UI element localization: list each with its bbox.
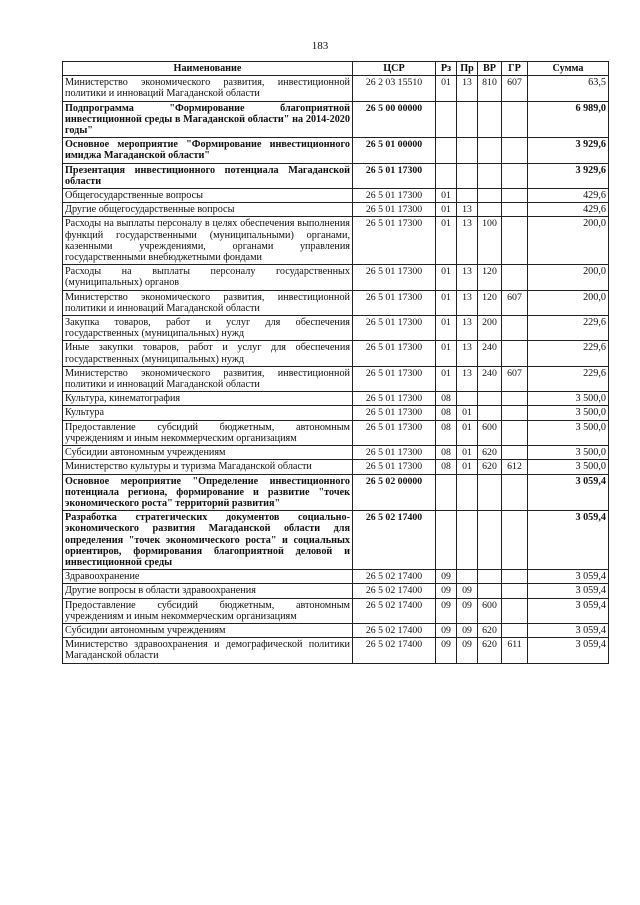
cell-pr (457, 163, 478, 188)
table-header-row (63, 62, 609, 76)
cell-gr: 607 (502, 290, 528, 315)
cell-csr: 26 5 01 17300 (353, 290, 436, 315)
cell-rz: 01 (436, 76, 457, 101)
cell-rz: 01 (436, 189, 457, 203)
cell-name: Разработка стратегических документов социально-экономического развития Магаданской области для определения "точек экономического роста" и социальных ориентиров, формирования благоприятной деловой и инвестиционной среды (63, 511, 353, 570)
cell-name: Основное мероприятие "Определение инвестиционного потенциала региона, формирование и развитие "точек экономического роста" территорий развития" (63, 474, 353, 511)
cell-pr (457, 474, 478, 511)
cell-sum: 229,6 (528, 316, 609, 341)
cell-csr: 26 5 01 17300 (353, 265, 436, 290)
table-row (63, 474, 609, 511)
cell-csr: 26 5 01 17300 (353, 341, 436, 366)
cell-vr (478, 511, 502, 570)
table-row (63, 290, 609, 315)
cell-sum: 63,5 (528, 76, 609, 101)
table-body (63, 76, 609, 663)
cell-rz (436, 163, 457, 188)
table-row (63, 570, 609, 584)
cell-sum: 3 059,4 (528, 623, 609, 637)
cell-sum: 3 059,4 (528, 584, 609, 598)
cell-pr: 13 (457, 341, 478, 366)
cell-vr (478, 584, 502, 598)
cell-gr (502, 265, 528, 290)
cell-vr (478, 570, 502, 584)
table-row (63, 511, 609, 570)
cell-name: Субсидии автономным учреждениям (63, 446, 353, 460)
cell-sum: 200,0 (528, 290, 609, 315)
cell-gr (502, 203, 528, 217)
cell-name: Культура, кинематография (63, 392, 353, 406)
cell-rz: 01 (436, 203, 457, 217)
cell-rz: 01 (436, 217, 457, 265)
cell-name: Министерство экономического развития, инвестиционной политики и инноваций Магаданской области (63, 290, 353, 315)
cell-rz: 01 (436, 341, 457, 366)
header-pr: Пр (457, 62, 478, 76)
cell-pr: 13 (457, 265, 478, 290)
table-row (63, 189, 609, 203)
table-row (63, 265, 609, 290)
cell-vr: 200 (478, 316, 502, 341)
cell-gr (502, 163, 528, 188)
cell-csr: 26 5 02 17400 (353, 623, 436, 637)
cell-pr: 09 (457, 598, 478, 623)
cell-sum: 229,6 (528, 366, 609, 391)
table-row (63, 460, 609, 474)
cell-sum: 229,6 (528, 341, 609, 366)
table-row (63, 341, 609, 366)
cell-rz (436, 511, 457, 570)
cell-gr (502, 392, 528, 406)
cell-pr (457, 570, 478, 584)
cell-csr: 26 5 00 00000 (353, 101, 436, 138)
table-row (63, 623, 609, 637)
header-sum: Сумма (528, 62, 609, 76)
cell-gr (502, 101, 528, 138)
cell-vr: 600 (478, 598, 502, 623)
cell-rz: 01 (436, 316, 457, 341)
cell-pr: 13 (457, 290, 478, 315)
cell-vr (478, 474, 502, 511)
cell-sum: 429,6 (528, 203, 609, 217)
cell-rz: 09 (436, 584, 457, 598)
cell-rz: 08 (436, 446, 457, 460)
cell-sum: 3 059,4 (528, 598, 609, 623)
cell-gr (502, 511, 528, 570)
table-row (63, 598, 609, 623)
cell-vr (478, 203, 502, 217)
cell-sum: 3 500,0 (528, 460, 609, 474)
table-row (63, 217, 609, 265)
table-row (63, 406, 609, 420)
cell-vr: 620 (478, 460, 502, 474)
cell-name: Расходы на выплаты персоналу государственных (муниципальных) органов (63, 265, 353, 290)
cell-gr (502, 341, 528, 366)
cell-csr: 26 5 02 17400 (353, 638, 436, 663)
cell-rz: 01 (436, 265, 457, 290)
table-row (63, 203, 609, 217)
cell-vr: 810 (478, 76, 502, 101)
cell-gr (502, 189, 528, 203)
cell-gr (502, 138, 528, 163)
cell-pr: 13 (457, 316, 478, 341)
cell-name: Общегосударственные вопросы (63, 189, 353, 203)
cell-pr: 01 (457, 460, 478, 474)
cell-vr (478, 138, 502, 163)
cell-csr: 26 5 01 17300 (353, 366, 436, 391)
cell-pr (457, 138, 478, 163)
cell-name: Предоставление субсидий бюджетным, автономным учреждениям и иным некоммерческим организациям (63, 598, 353, 623)
cell-name: Министерство экономического развития, инвестиционной политики и инноваций Магаданской области (63, 76, 353, 101)
cell-rz: 01 (436, 366, 457, 391)
cell-csr: 26 5 01 00000 (353, 138, 436, 163)
cell-csr: 26 5 02 17400 (353, 511, 436, 570)
cell-sum: 200,0 (528, 217, 609, 265)
cell-gr (502, 217, 528, 265)
cell-csr: 26 5 01 17300 (353, 420, 436, 445)
cell-name: Презентация инвестиционного потенциала Магаданской области (63, 163, 353, 188)
table-row (63, 101, 609, 138)
cell-pr (457, 511, 478, 570)
cell-rz (436, 101, 457, 138)
table-row (63, 366, 609, 391)
cell-rz (436, 474, 457, 511)
header-rz: Рз (436, 62, 457, 76)
cell-name: Культура (63, 406, 353, 420)
cell-vr: 240 (478, 341, 502, 366)
cell-csr: 26 5 01 17300 (353, 203, 436, 217)
cell-rz: 08 (436, 420, 457, 445)
cell-csr: 26 5 01 17300 (353, 163, 436, 188)
header-gr: ГР (502, 62, 528, 76)
cell-csr: 26 5 02 17400 (353, 570, 436, 584)
cell-gr (502, 598, 528, 623)
cell-sum: 200,0 (528, 265, 609, 290)
cell-name: Другие вопросы в области здравоохранения (63, 584, 353, 598)
cell-name: Другие общегосударственные вопросы (63, 203, 353, 217)
cell-vr (478, 189, 502, 203)
cell-sum: 3 500,0 (528, 446, 609, 460)
cell-name: Иные закупки товаров, работ и услуг для обеспечения государственных (муниципальных) нужд (63, 341, 353, 366)
cell-pr (457, 101, 478, 138)
cell-rz: 08 (436, 392, 457, 406)
cell-vr: 240 (478, 366, 502, 391)
cell-sum: 429,6 (528, 189, 609, 203)
cell-pr: 01 (457, 420, 478, 445)
cell-rz: 09 (436, 638, 457, 663)
cell-rz: 01 (436, 290, 457, 315)
table-row (63, 163, 609, 188)
cell-gr (502, 420, 528, 445)
cell-pr: 13 (457, 366, 478, 391)
cell-vr: 120 (478, 290, 502, 315)
cell-pr: 13 (457, 76, 478, 101)
cell-sum: 3 059,4 (528, 638, 609, 663)
cell-pr (457, 189, 478, 203)
cell-sum: 3 500,0 (528, 392, 609, 406)
cell-sum: 3 059,4 (528, 570, 609, 584)
table-row (63, 420, 609, 445)
cell-pr (457, 392, 478, 406)
cell-gr: 611 (502, 638, 528, 663)
cell-name: Министерство экономического развития, инвестиционной политики и инноваций Магаданской области (63, 366, 353, 391)
table-row (63, 584, 609, 598)
cell-sum: 3 500,0 (528, 406, 609, 420)
header-name: Наименование (63, 62, 353, 76)
cell-gr (502, 570, 528, 584)
cell-csr: 26 5 01 17300 (353, 460, 436, 474)
cell-name: Министерство здравоохранения и демографической политики Магаданской области (63, 638, 353, 663)
header-vr: ВР (478, 62, 502, 76)
cell-name: Министерство культуры и туризма Магаданской области (63, 460, 353, 474)
header-csr: ЦСР (353, 62, 436, 76)
cell-name: Предоставление субсидий бюджетным, автономным учреждениям и иным некоммерческим организациям (63, 420, 353, 445)
cell-vr (478, 101, 502, 138)
cell-vr: 600 (478, 420, 502, 445)
cell-csr: 26 5 01 17300 (353, 392, 436, 406)
cell-name: Основное мероприятие "Формирование инвестиционного имиджа Магаданской области" (63, 138, 353, 163)
cell-csr: 26 2 03 15510 (353, 76, 436, 101)
cell-csr: 26 5 01 17300 (353, 316, 436, 341)
page-number: 183 (311, 40, 329, 52)
cell-gr (502, 446, 528, 460)
table-row (63, 638, 609, 663)
cell-gr: 607 (502, 76, 528, 101)
cell-rz: 08 (436, 406, 457, 420)
cell-pr: 09 (457, 623, 478, 637)
cell-vr: 620 (478, 623, 502, 637)
cell-sum: 3 929,6 (528, 163, 609, 188)
cell-name: Здравоохранение (63, 570, 353, 584)
cell-gr (502, 474, 528, 511)
cell-vr: 620 (478, 638, 502, 663)
cell-sum: 3 500,0 (528, 420, 609, 445)
cell-csr: 26 5 02 00000 (353, 474, 436, 511)
cell-csr: 26 5 01 17300 (353, 217, 436, 265)
cell-sum: 3 929,6 (528, 138, 609, 163)
table-row (63, 138, 609, 163)
cell-pr: 13 (457, 217, 478, 265)
cell-csr: 26 5 01 17300 (353, 406, 436, 420)
cell-csr: 26 5 02 17400 (353, 584, 436, 598)
cell-csr: 26 5 02 17400 (353, 598, 436, 623)
table-row (63, 446, 609, 460)
cell-gr (502, 316, 528, 341)
cell-csr: 26 5 01 17300 (353, 189, 436, 203)
cell-name: Закупка товаров, работ и услуг для обеспечения государственных (муниципальных) нужд (63, 316, 353, 341)
cell-name: Расходы на выплаты персоналу в целях обеспечения выполнения функций государственными (муниципальными) органами, казенными учреждениями, органами управления государственными внебюджетными фондами (63, 217, 353, 265)
cell-rz (436, 138, 457, 163)
cell-pr: 01 (457, 406, 478, 420)
cell-name: Субсидии автономным учреждениям (63, 623, 353, 637)
cell-rz: 09 (436, 598, 457, 623)
cell-gr: 612 (502, 460, 528, 474)
cell-name: Подпрограмма "Формирование благоприятной инвестиционной среды в Магаданской области" на 2014-2020 годы" (63, 101, 353, 138)
cell-vr: 620 (478, 446, 502, 460)
cell-vr (478, 406, 502, 420)
table-row (63, 76, 609, 101)
budget-table (62, 61, 609, 664)
cell-rz: 08 (436, 460, 457, 474)
cell-csr: 26 5 01 17300 (353, 446, 436, 460)
cell-sum: 6 989,0 (528, 101, 609, 138)
table-row (63, 392, 609, 406)
table-row (63, 316, 609, 341)
cell-pr: 09 (457, 584, 478, 598)
cell-pr: 13 (457, 203, 478, 217)
cell-gr (502, 406, 528, 420)
cell-gr (502, 584, 528, 598)
cell-sum: 3 059,4 (528, 511, 609, 570)
cell-sum: 3 059,4 (528, 474, 609, 511)
cell-pr: 09 (457, 638, 478, 663)
cell-gr (502, 623, 528, 637)
cell-vr: 100 (478, 217, 502, 265)
cell-rz: 09 (436, 623, 457, 637)
cell-vr: 120 (478, 265, 502, 290)
cell-vr (478, 163, 502, 188)
cell-rz: 09 (436, 570, 457, 584)
cell-gr: 607 (502, 366, 528, 391)
cell-vr (478, 392, 502, 406)
cell-pr: 01 (457, 446, 478, 460)
